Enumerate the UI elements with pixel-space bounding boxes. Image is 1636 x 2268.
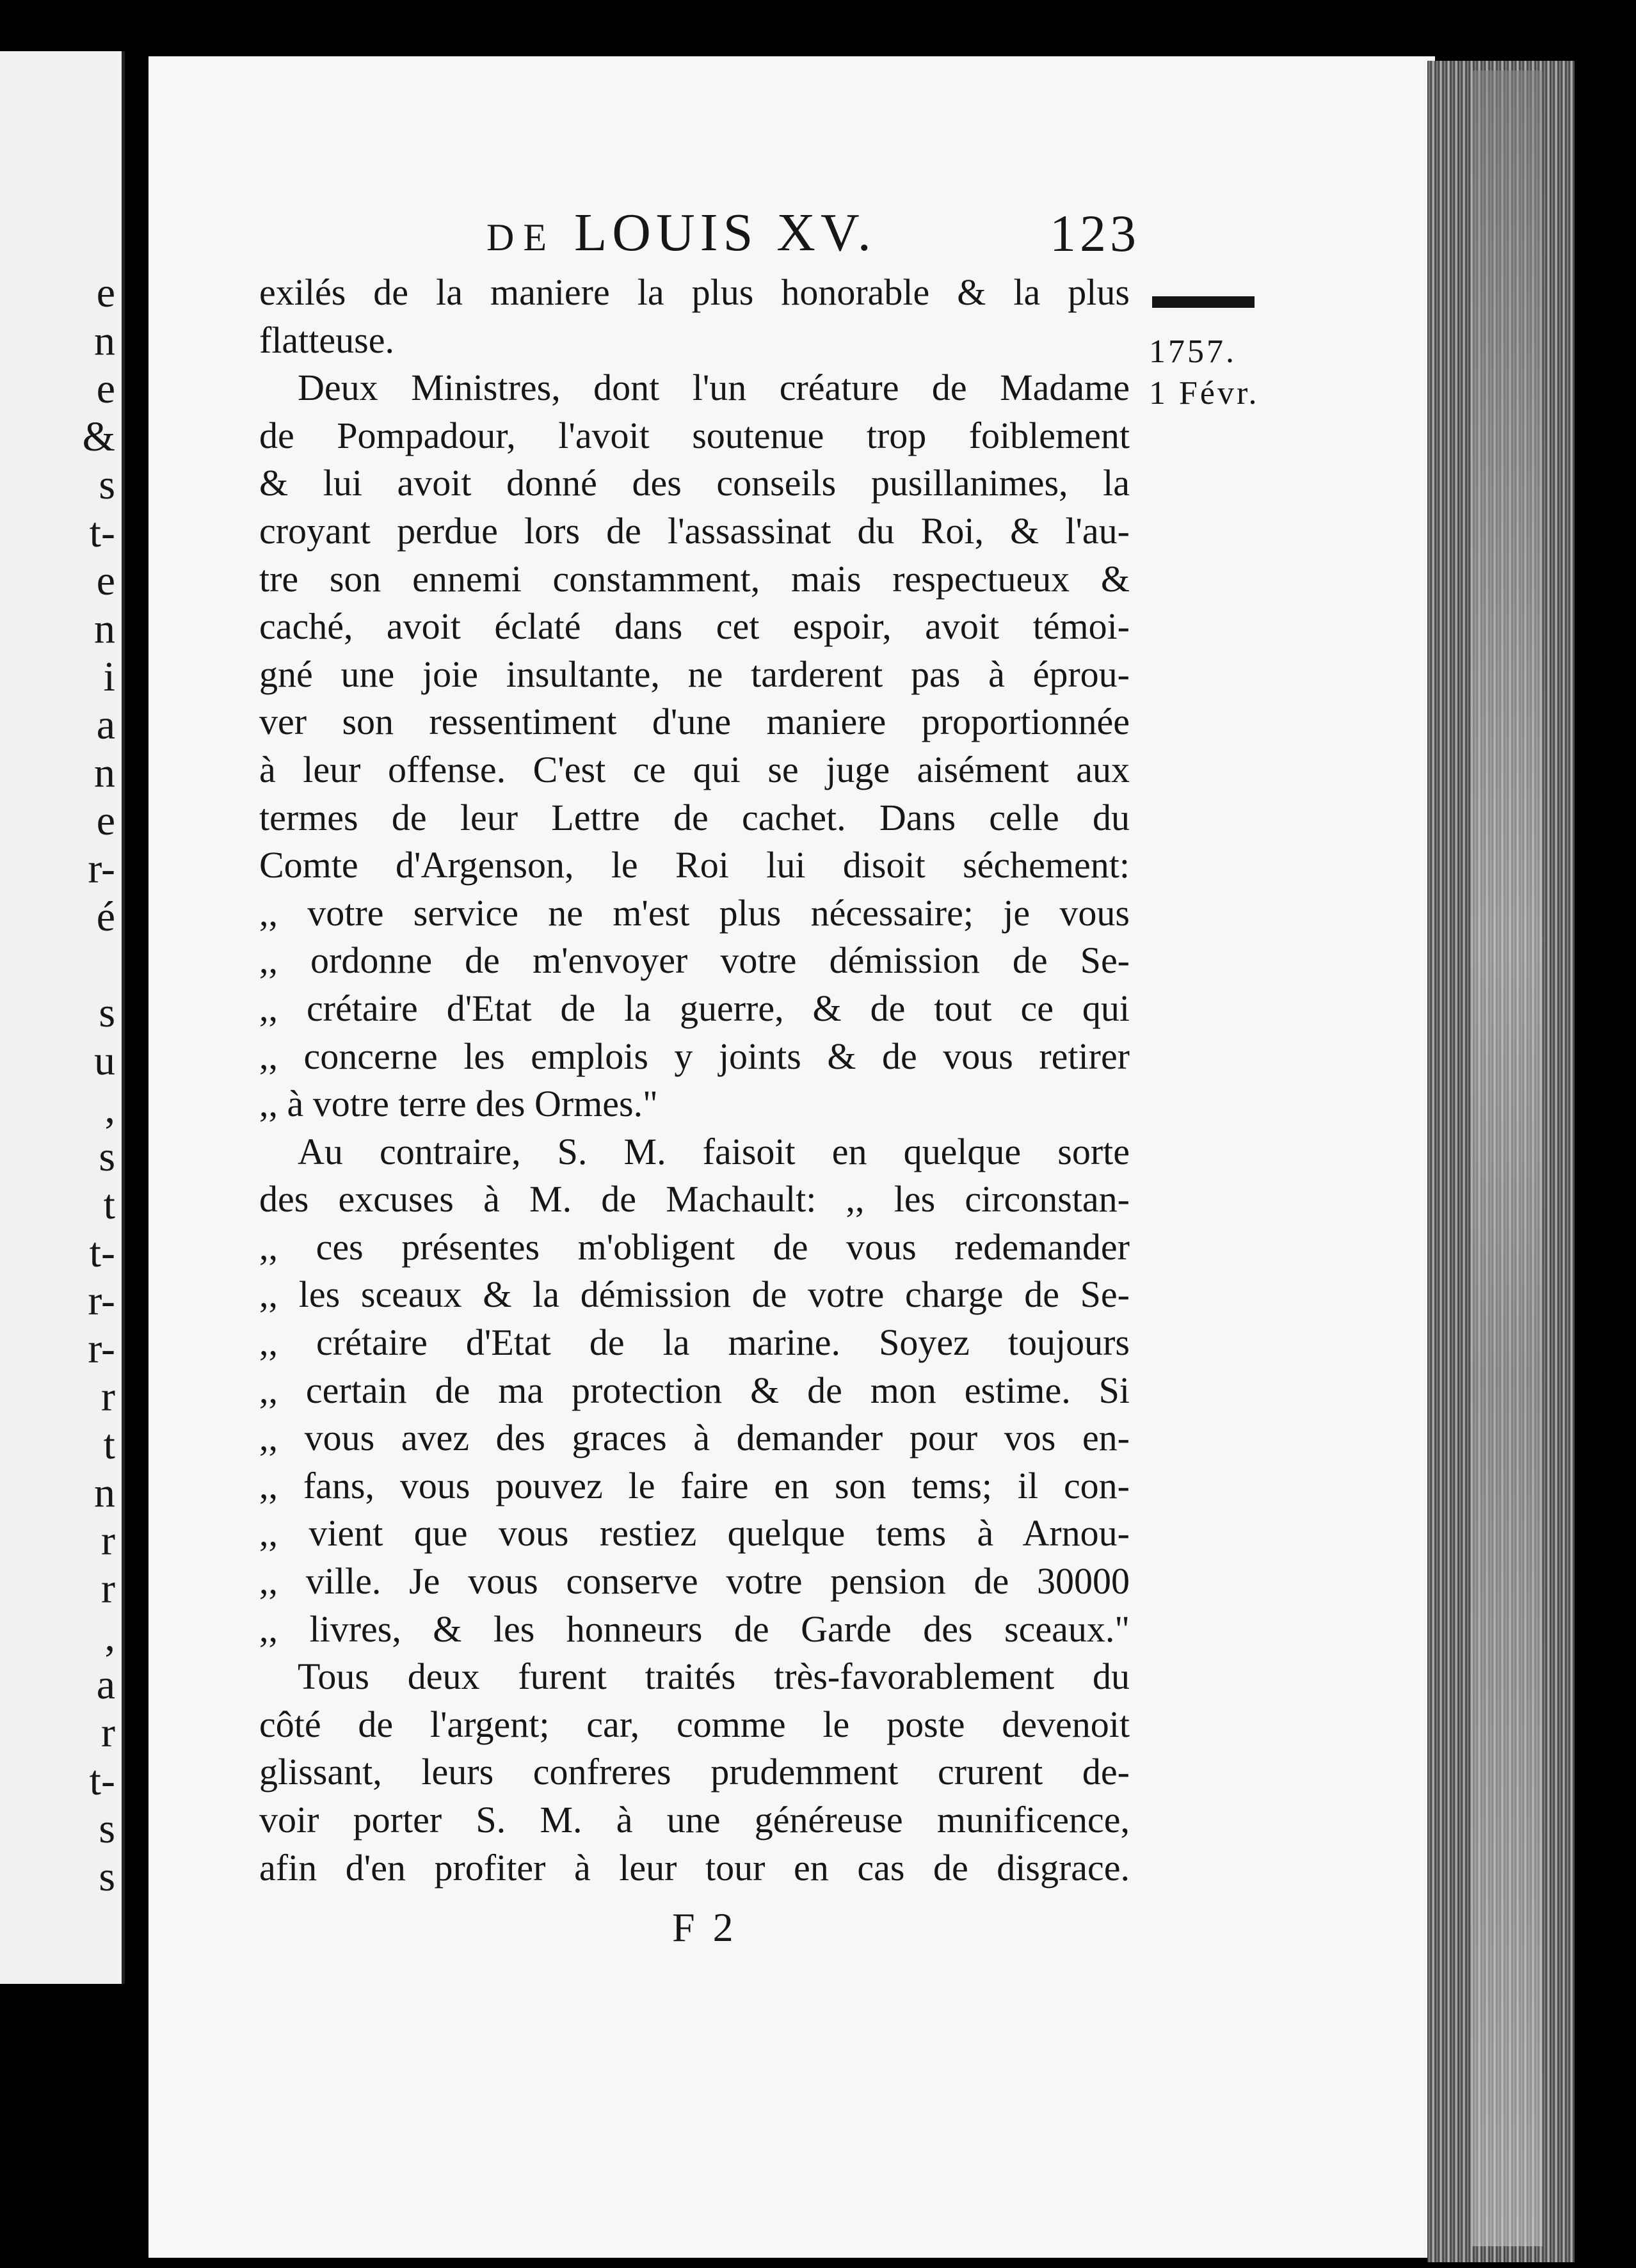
text-line: ,, concerne les emplois y joints & de vous retirer <box>259 1035 1130 1077</box>
facing-page-fragment: n <box>94 605 115 652</box>
facing-page-fragment: u <box>94 1037 115 1084</box>
facing-page-fragment: r <box>101 1709 115 1756</box>
text-line: ,, à votre terre des Ormes." <box>259 1083 658 1125</box>
facing-page-fragment: t- <box>89 1229 115 1276</box>
page-number: 123 <box>1050 204 1140 262</box>
margin-note-date: 1 Févr. <box>1149 375 1260 411</box>
text-line: ,, crétaire d'Etat de la marine. Soyez toujours <box>259 1322 1130 1364</box>
facing-page-fragment: s <box>99 1133 115 1180</box>
text-line: Deux Ministres, dont l'un créature de Madame <box>298 367 1130 409</box>
text-line: ,, livres, & les honneurs de Garde des sceaux." <box>259 1608 1130 1650</box>
text-line: ,, ville. Je vous conserve votre pension de 30000 <box>259 1560 1130 1602</box>
facing-page-fragment: é <box>96 893 115 940</box>
running-head <box>486 202 876 264</box>
facing-page-fragment: t <box>103 1421 115 1468</box>
margin-note-year: 1757. <box>1149 333 1237 370</box>
body-text <box>259 269 1130 1892</box>
facing-page-edge <box>0 51 125 1984</box>
text-line: Comte d'Argenson, le Roi lui disoit séchement: <box>259 844 1130 886</box>
facing-page-fragment: s <box>99 1853 115 1900</box>
text-line: flatteuse. <box>259 319 394 361</box>
signature-mark: F 2 <box>672 1905 737 1950</box>
text-line: ,, vient que vous restiez quelque tems à Arnou- <box>259 1512 1130 1554</box>
page-block-shade <box>1472 70 1543 2246</box>
text-line: exilés de la maniere la plus honorable & la plus <box>259 271 1130 313</box>
facing-page-fragment: t- <box>89 1757 115 1804</box>
text-line: ,, crétaire d'Etat de la guerre, & de tout ce qui <box>259 987 1130 1029</box>
text-line: ,, ces présentes m'obligent de vous redemander <box>259 1226 1130 1268</box>
text-line: ver son ressentiment d'une maniere proportionnée <box>259 701 1130 743</box>
facing-page-fragment: n <box>94 1469 115 1516</box>
text-line: ,, vous avez des graces à demander pour vos en- <box>259 1417 1130 1459</box>
facing-page-fragment: e <box>96 557 115 604</box>
text-line: des excuses à M. de Machault: ,, les circonstan- <box>259 1178 1130 1220</box>
facing-page-fragment: i <box>103 653 115 700</box>
facing-page-fragment: t <box>103 1181 115 1228</box>
text-line: ,, certain de ma protection & de mon estime. Si <box>259 1369 1130 1411</box>
text-line: côté de l'argent; car, comme le poste devenoit <box>259 1703 1130 1745</box>
text-line: ,, votre service ne m'est plus nécessaire; je vous <box>259 891 1130 934</box>
text-line: ,, fans, vous pouvez le faire en son tems; il con- <box>259 1464 1130 1506</box>
facing-page-fragment: r <box>101 1517 115 1564</box>
facing-page-fragment: r <box>101 1565 115 1612</box>
running-head-title: LOUIS XV. <box>573 203 876 262</box>
facing-page-fragment: s <box>99 1805 115 1852</box>
facing-page-fragment: e <box>96 269 115 316</box>
text-line: tre son ennemi constamment, mais respectueux & <box>259 557 1130 600</box>
text-line: termes de leur Lettre de cachet. Dans celle du <box>259 796 1130 838</box>
facing-page-fragment: t- <box>89 509 115 556</box>
facing-page-fragment: , <box>104 1085 115 1132</box>
facing-page-fragment: s <box>99 461 115 508</box>
text-line: de Pompadour, l'avoit soutenue trop foiblement <box>259 414 1130 456</box>
facing-page-fragment: a <box>96 701 115 748</box>
text-line: ,, les sceaux & la démission de votre charge de Se- <box>259 1274 1130 1316</box>
running-head-de: DE <box>486 216 556 259</box>
text-line: Tous deux furent traités très-favorablement du <box>298 1656 1130 1698</box>
text-line: ,, ordonne de m'envoyer votre démission de Se- <box>259 939 1130 982</box>
text-line: & lui avoit donné des conseils pusillanimes, la <box>259 462 1130 504</box>
facing-page-fragment: e <box>96 365 115 412</box>
text-line: voir porter S. M. à une généreuse munificence, <box>259 1799 1130 1841</box>
text-line: à leur offense. C'est ce qui se juge aisément aux <box>259 748 1130 790</box>
text-line: afin d'en profiter à leur tour en cas de disgrace. <box>259 1846 1130 1889</box>
margin-rule <box>1152 296 1255 308</box>
facing-page-fragment: n <box>94 317 115 364</box>
text-line: glissant, leurs confreres prudemment crurent de- <box>259 1751 1130 1793</box>
text-line: Au contraire, S. M. faisoit en quelque sorte <box>298 1130 1130 1172</box>
facing-page-fragment: r <box>101 1373 115 1420</box>
facing-page-fragment: a <box>96 1661 115 1708</box>
facing-page-fragment: & <box>82 413 115 460</box>
text-line: croyant perdue lors de l'assassinat du Roi, & l'au- <box>259 509 1130 552</box>
text-line: gné une joie insultante, ne tarderent pas à éprou- <box>259 653 1130 695</box>
facing-page-fragment: e <box>96 797 115 844</box>
text-line: caché, avoit éclaté dans cet espoir, avoit témoi- <box>259 605 1130 648</box>
facing-page-fragment: r- <box>88 1325 115 1372</box>
facing-page-fragment: n <box>94 749 115 796</box>
facing-page-fragment: r- <box>88 845 115 892</box>
facing-page-fragment: , <box>104 1613 115 1660</box>
facing-page-fragment: s <box>99 989 115 1036</box>
facing-page-fragment: r- <box>88 1277 115 1324</box>
